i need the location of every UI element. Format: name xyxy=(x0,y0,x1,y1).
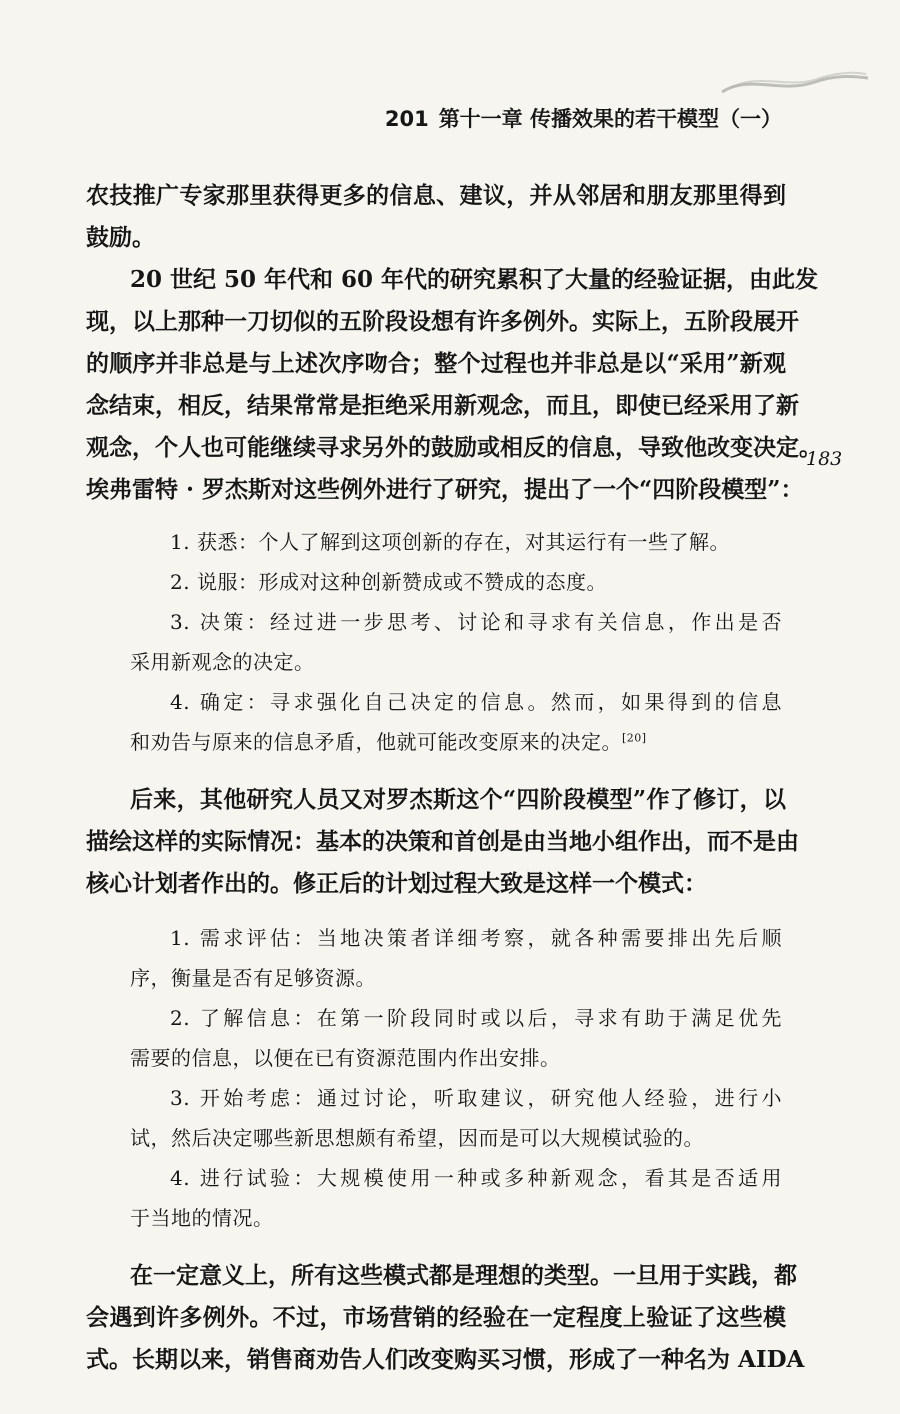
footnote-reference: [20] xyxy=(622,731,647,745)
quote-line: 2. 了解信息：在第一阶段同时或以后，寻求有助于满足优先 xyxy=(170,1006,782,1030)
body-line: 描绘这样的实际情况：基本的决策和首创是由当地小组作出，而不是由 xyxy=(86,828,799,855)
quote-line xyxy=(130,728,782,756)
body-line: 鼓励。 xyxy=(86,224,155,251)
running-header xyxy=(0,103,782,133)
body-line: 念结束，相反，结果常常是拒绝采用新观念，而且，即使已经采用了新 xyxy=(86,392,799,419)
body-line: 观念，个人也可能继续寻求另外的鼓励或相反的信息，导致他改变决定。 xyxy=(86,434,822,461)
quote-line: 4. 进行试验：大规模使用一种或多种新观念，看其是否适用 xyxy=(170,1166,782,1190)
body-line: 式。长期以来，销售商劝告人们改变购买习惯，形成了一种名为 AIDA xyxy=(86,1346,805,1373)
quote-line-text: 和劝告与原来的信息矛盾，他就可能改变原来的决定。 xyxy=(130,730,622,754)
body-line: 在一定意义上，所有这些模式都是理想的类型。一旦用于实践，都 xyxy=(130,1262,797,1289)
quote-line: 需要的信息，以便在已有资源范围内作出安排。 xyxy=(130,1046,561,1070)
quote-line: 2. 说服：形成对这种创新赞成或不赞成的态度。 xyxy=(170,570,607,594)
quote-line: 序，衡量是否有足够资源。 xyxy=(130,966,376,990)
quote-line: 3. 开始考虑：通过讨论，听取建议，研究他人经验，进行小 xyxy=(170,1086,782,1110)
quote-line: 4. 确定：寻求强化自己决定的信息。然而，如果得到的信息 xyxy=(170,690,782,714)
body-line: 会遇到许多例外。不过，市场营销的经验在一定程度上验证了这些模 xyxy=(86,1304,786,1331)
quote-line: 1. 需求评估：当地决策者详细考察，就各种需要排出先后顺 xyxy=(170,926,782,950)
header-ornament-icon xyxy=(720,64,870,104)
quote-line: 采用新观念的决定。 xyxy=(130,650,315,674)
body-line: 后来，其他研究人员又对罗杰斯这个“四阶段模型”作了修订，以 xyxy=(130,786,786,813)
body-line: 核心计划者作出的。修正后的计划过程大致是这样一个模式： xyxy=(86,870,707,897)
header-chapter-title: 第十一章 传播效果的若干模型（一） xyxy=(438,107,782,131)
body-line: 的顺序并非总是与上述次序吻合；整个过程也并非总是以“采用”新观 xyxy=(86,350,786,377)
quote-line: 3. 决策：经过进一步思考、讨论和寻求有关信息，作出是否 xyxy=(170,610,782,634)
quote-line: 于当地的情况。 xyxy=(130,1206,274,1230)
header-page-number: 201 xyxy=(384,107,429,131)
body-line: 埃弗雷特 · 罗杰斯对这些例外进行了研究，提出了一个“四阶段模型”： xyxy=(86,476,804,503)
quote-line: 试，然后决定哪些新思想颇有希望，因而是可以大规模试验的。 xyxy=(130,1126,704,1150)
margin-page-number: 183 xyxy=(806,448,843,470)
body-line: 农技推广专家那里获得更多的信息、建议，并从邻居和朋友那里得到 xyxy=(86,182,786,209)
body-line: 现，以上那种一刀切似的五阶段设想有许多例外。实际上，五阶段展开 xyxy=(86,308,799,335)
quote-line: 1. 获悉：个人了解到这项创新的存在，对其运行有一些了解。 xyxy=(170,530,730,554)
body-line: 20 世纪 50 年代和 60 年代的研究累积了大量的经验证据，由此发 xyxy=(130,266,819,293)
